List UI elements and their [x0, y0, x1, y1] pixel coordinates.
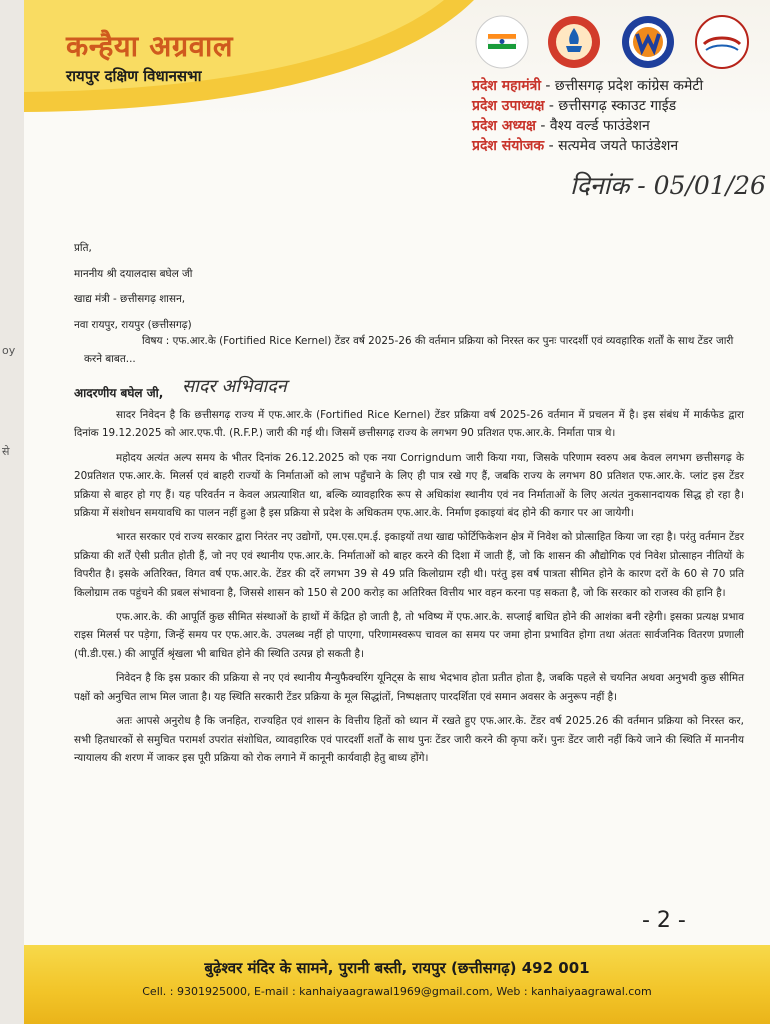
designation-role: प्रदेश उपाध्यक्ष [472, 98, 545, 114]
body-paragraph: महोदय अत्यंत अल्प समय के भीतर दिनांक 26.12.2025 को एक नया Corrigndum जारी किया गया, जिसके परिणाम स्वरुप अब केवल लगभग छत्तीसगढ़ के 20प्रतिशत एफ.आर.के. मिलर्स एवं बाहरी राज्यों के निर्माताओं को लाभ पहुँचाने के लिए ही पात्र रखे गए हैं, जबकि राज्य के लगभग 80 प्रतिशत एफ.आर.के. प्लांट इस टेंडर प्रक्रिया से बाहर हो गए हैं। यह परिवर्तन न केवल अप्रत्याशित था, बल्कि व्यावहारिक रूप से अधिकांश स्थानीय एवं नव निर्माताओं के लिए अत्यंत नुकसानदायक सिद्ध हो रहा है। प्रक्रिया में संशोधन समयावधि का पालन नहीं हुआ है इस प्रक्रिया से प्रदेश के अधिकतम एफ.आर.के. निर्माण इकाइयां बंद होने की कगार पर आ जायेगी। [74, 451, 744, 520]
background-text-fragment: से [2, 445, 10, 458]
scout-guide-logo [546, 14, 602, 70]
letter-body [74, 406, 744, 767]
body-paragraph: निवेदन है कि इस प्रकार की प्रक्रिया से नए एवं स्थानीय मैन्युफैक्चरिंग यूनिट्स के साथ भेदभाव होता प्रतीत होता है, जबकि पहले से चयनित अथवा अनुभवी कुछ सीमित पक्षों को अनुचित लाभ मिल जाता है। यह स्थिति सरकारी टेंडर प्रक्रिया के मूल सिद्धांतों, निष्पक्षताए पारदर्शिता एवं समान अवसर के अनुरूप नहीं है। [74, 672, 744, 703]
designation-row [472, 116, 703, 136]
designation-row [472, 76, 703, 96]
congress-logo [474, 14, 530, 70]
sender-name: कन्हैया अग्रवाल [66, 29, 234, 63]
address-to: प्रति, [74, 242, 92, 254]
recipient-name: माननीय श्री दयालदास बघेल जी [74, 267, 193, 280]
body-paragraph: भारत सरकार एवं राज्य सरकार द्वारा निरंतर नए उद्योगों, एम.एस.एम.ई. इकाइयों तथा खाद्य फोर्टिफिकेशन क्षेत्र में निवेश को प्रोत्साहित किया जा रहा है। परंतु वर्तमान टेंडर प्रक्रिया की शर्तें ऐसी प्रतीत होती हैं, जो नए एवं स्थानीय एफ.आर.के. निर्माताओं को बाहर करने की दिशा में जाती हैं, जो कि शासन की औद्योगिक एवं निवेश प्रोत्साहन नीतियों के विपरीत है। इसके अतिरिक्त, विगत वर्ष एफ.आर.के. टेंडर की दरें लगभग 39 से 49 प्रति किलोग्राम रही थी। परंतु इस वर्ष पात्रता सीमित होने के कारण दरों के 60 से 70 प्रति किलोग्राम तक पहुंचने की प्रबल संभावना है, जिससे शासन को 150 से 200 करोड़ का अतिरिक्त वित्तीय भार वहन करना पड़ सकता है, जो कि सरकार को राजस्व की हानि है। [74, 531, 744, 599]
letter-subject: विषय : एफ.आर.के (Fortified Rice Kernel) टेंडर वर्ष 2025-26 की वर्तमान प्रक्रिया को निरस्त कर पुनः पारदर्शी एवं व्यवहारिक शर्तों के साथ टेंडर जारी करने बाबत... [84, 335, 734, 366]
footer-contact: Cell. : 9301925000, E-mail : kanhaiyaagrawal1969@gmail.com, Web : kanhaiyaagrawal.com [142, 985, 652, 998]
designation-org: - सत्यमेव जयते फाउंडेशन [548, 138, 679, 154]
designation-org: - छत्तीसगढ़ स्काउट गाईड [548, 98, 677, 114]
organization-logos [472, 12, 762, 72]
handwritten-date: दिनांक - 05/01/26 [570, 171, 766, 200]
salutation: आदरणीय बघेल जी, [74, 386, 164, 400]
satyamev-jayate-foundation-logo [694, 14, 750, 70]
sender-constituency: रायपुर दक्षिण विधानसभा [66, 67, 202, 85]
body-paragraph: सादर निवेदन है कि छत्तीसगढ़ राज्य में एफ.आर.के (Fortified Rice Kernel) टेंडर प्रक्रिया वर्ष 2025-26 वर्तमान में प्रचलन में है। इस संबंध में मार्कफेड द्वारा दिनांक 19.12.2025 को आर.एफ.पी. (R.F.P.) जारी की गई थी। जिसमें छत्तीसगढ़ राज्य के लगभग 90 प्रतिशत एफ.आर.के. निर्माता पात्र थे। [74, 409, 744, 440]
recipient-designation: खाद्य मंत्री - छत्तीसगढ़ शासन, [74, 293, 186, 305]
body-paragraph: अतः आपसे अनुरोध है कि जनहित, राज्यहित एवं शासन के वित्तीय हितों को ध्यान में रखते हुए एफ.आर.के. टेंडर वर्ष 2025.26 की वर्तमान प्रक्रिया को निरस्त कर, सभी हितधारकों से समुचित परामर्श उपरांत संशोधित, व्यावहारिक एवं पारदर्शी शर्तों के साथ पुनः टेंडर जारी करने की कृपा करें। पुनः डेंटर जारी नहीं किये जाने की स्थिति में माननीय न्यायालय की शरण में जाकर इस पूरी प्रक्रिया को रोक लगाने में कानूनी कार्यवाही हेतु बाध्य होंगे। [74, 715, 744, 764]
sender-designations [472, 76, 703, 156]
designation-role: प्रदेश अध्यक्ष [472, 118, 536, 134]
background-text-fragment: oy [2, 344, 16, 357]
designation-org: - वैश्य वर्ल्ड फाउंडेशन [540, 118, 650, 134]
body-paragraph: एफ.आर.के. की आपूर्ति कुछ सीमित संस्थाओं के हाथों में केंद्रित हो जाती है, तो भविष्य में एफ.आर.के. सप्लाई बाधित होने की आशंका बनी रहेगी। इसका प्रत्यक्ष प्रभाव राइस मिलर्स पर पड़ेगा, जिन्हें समय पर एफ.आर.के. उपलब्ध नहीं हो पाएगा, परिणामस्वरूप चावल का समय पर जमा होना प्रभावित होगा तथा अंततः सार्वजनिक वितरण प्रणाली (पी.डी.एस.) की आपूर्ति श्रृंखला भी बाधित होने की स्थिति उत्पन्न हो सकती है। [74, 611, 744, 660]
footer-address: बुढ़ेश्वर मंदिर के सामने, पुरानी बस्ती, रायपुर (छत्तीसगढ़) 492 001 [204, 959, 590, 977]
letterhead-footer [24, 945, 770, 1024]
designation-row [472, 136, 703, 156]
designation-role: प्रदेश संयोजक [472, 138, 545, 154]
page-number: - 2 - [642, 908, 686, 933]
designation-org: - छत्तीसगढ़ प्रदेश कांग्रेस कमेटी [545, 78, 704, 94]
recipient-location: नवा रायपुर, रायपुर (छत्तीसगढ़) [74, 318, 192, 331]
recipient-address [74, 236, 744, 338]
vaishya-world-foundation-logo [620, 14, 676, 70]
letter-page [24, 0, 770, 1024]
designation-role: प्रदेश महामंत्री [472, 78, 541, 94]
designation-row [472, 96, 703, 116]
handwritten-greeting: सादर अभिवादन [182, 376, 287, 397]
